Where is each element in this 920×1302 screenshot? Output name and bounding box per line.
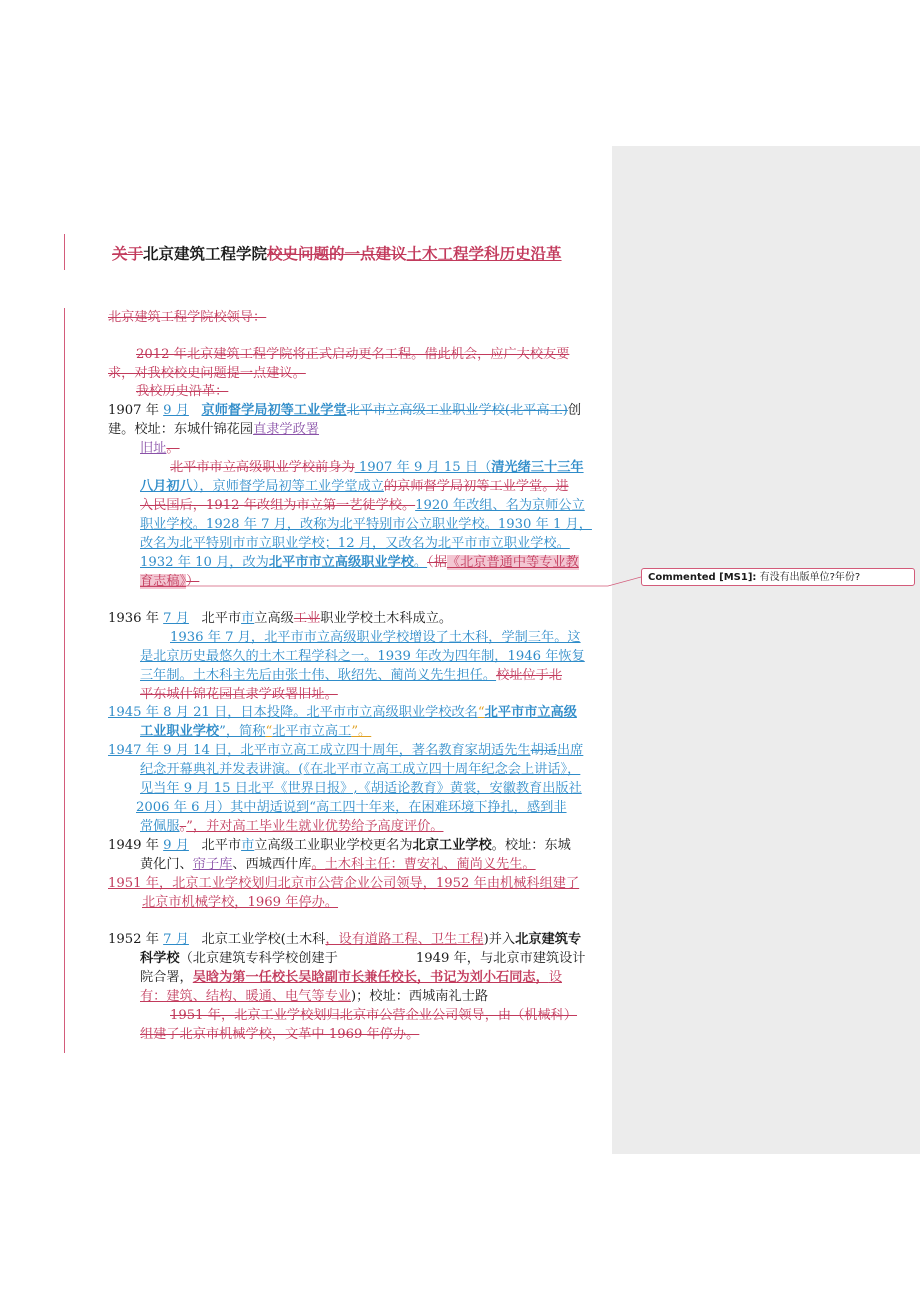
text-run: 北平市 [201,611,242,626]
inserted-text: 帘子库 [192,857,233,872]
inserted-text: 。 [413,555,428,570]
inserted-school-name: 京师督学局初等工业学堂 [201,403,347,418]
deleted-text: （据 [427,555,447,570]
block-line [140,554,579,573]
inserted-text: 设 [548,970,562,985]
text-run: 职业学校土木科成立。 [320,611,453,626]
inserted-text: 1907 年 9 月 15 日（ [354,460,492,475]
text-run: （北京建筑专科学校创建于 [179,951,338,966]
block-line: 1936 年 7 月，北平市市立高级职业学校增设了土木科，学制三年。这 [170,630,581,645]
entry-1952-line [140,950,585,969]
deleted-text: 工业 [293,611,321,626]
inserted-text: 北平市立高工 [272,724,352,739]
title-deleted-mid: 校史问题的一点建议 [267,245,407,263]
inserted-text: ”，并对高工毕业生就业优势给予高度评价。 [186,819,444,834]
inserted-text: 1932 年 10 月，改为 [140,555,269,570]
inserted-month: 9 月 [163,403,189,418]
title-kept: 北京建筑工程学院 [143,245,268,263]
school-name: 科学校 [140,951,180,966]
entry-1907-line [108,421,319,440]
inserted-month: 7 月 [163,932,189,947]
text-run: 、西城西什库 [232,857,312,872]
inserted-bold-text: 工业职业学校 [140,724,220,739]
year-label: 1949 年 [108,838,159,853]
year-label: 1952 年 [108,932,159,947]
inserted-bold-text: 北平市市立高级 [484,705,577,720]
deleted-text: 北平市市立高级职业学校前身为 [170,460,355,475]
text-run: 黄化门、 [140,857,193,872]
entry-1952-line [108,931,581,950]
comment-balloon[interactable] [641,568,915,586]
entry-1952-line [140,988,488,1007]
block-line [140,667,562,686]
intro-line: 2012 年北京建筑工程学院将正式启动更名工程。借此机会，应广大校友要 [136,347,570,362]
text-run: 1949 年，与北京市建筑设计 [415,951,586,966]
text-run: 北平市 [201,838,242,853]
commented-text[interactable]: 育志稿》 [140,574,187,589]
inserted-text: ，设有道路工程、卫生工程 [325,932,484,947]
deleted-text: 。 [179,819,187,834]
inserted-month: 9 月 [163,838,189,853]
entry-1947-line [108,742,583,761]
block-line [170,459,584,478]
deleted-text: 。 [166,441,180,456]
inserted-bold-text: 清光绪三十三年 [491,460,584,475]
inserted-bold-text: 吴晗为第一任校长吴晗副市长兼任校长，书记为刘小石同志， [192,970,549,985]
block-line [140,573,199,592]
entry-1949-line [108,837,571,856]
inserted-bold-text: 八月初八 [140,479,193,494]
entry-1907-line [140,440,180,459]
entry-1936-line [108,610,452,629]
change-bar [64,308,65,1053]
inserted-text: 1920 年改组、名为京师公立 [415,498,585,513]
inserted-bold-text: 北平市市立高级职业学校 [268,555,414,570]
entry-1947-line: 纪念开幕典礼并发表讲演。(《在北平市立高工成立四十周年纪念会上讲话》， [140,762,581,777]
deleted-text: 入民国后，1912 年改组为市立第一艺徒学校。 [140,498,416,513]
deleted-paragraph: 组建了北京市机械学校，文革中 1969 年停办。 [140,1027,420,1042]
entry-1947-line: 见当年 9 月 15 日北平《世界日报》,《胡适论教育》黄裳，安徽教育出版社 [140,781,582,796]
inserted-text: ”。 [351,724,372,739]
text-run: 建。校址：东城什锦花园 [108,422,254,437]
inserted-text: ），京师督学局初等工业学堂成立 [192,479,384,494]
inserted-text: 三年制。土木科主先后由张士伟、耿绍先、蔺尚义先生担任。 [140,668,497,683]
entry-1947-line: 2006 年 6 月）其中胡适说到“高工四十年来，在困难环境下挣扎，感到非 [136,800,567,815]
commented-text[interactable]: 《北京普通中等专业教 [446,555,579,570]
year-label: 1936 年 [108,611,159,626]
block-line: 平东城什锦花园直隶学政署旧址。 [140,687,338,702]
school-name: 北京工业学校 [412,838,492,853]
entry-1952-line [140,969,562,988]
school-name: 北京建筑专 [515,932,582,947]
block-line: 是北京历史最悠久的土木工程学科之一。1939 年改为四年制，1946 年恢复 [140,649,585,664]
block-line: 职业学校。1928 年 7 月，改称为北平特别市公立职业学校。1930 年 1 月， [140,517,592,532]
block-line [140,497,585,516]
title-inserted-suffix: 土木工程学科历史沿革 [406,245,562,263]
inserted-text: 直隶学政署 [253,422,319,437]
block-line: 改名为北平特别市市立职业学校；12 月，又改名为北平市市立职业学校。 [140,536,570,551]
comment-text: 有没有出版单位?年份? [759,572,861,583]
inserted-text: “ [477,705,485,720]
inserted-text: 。土木科主任：曹安礼、蔺尚义先生。 [311,857,536,872]
document-title [112,242,562,264]
inserted-text: 常佩服 [140,819,180,834]
inserted-text: 市 [241,838,255,853]
deleted-school-name: 北平市立高级工业职业学校(北平高工) [346,403,568,418]
deleted-text: 胡适 [530,743,557,758]
inserted-text: 有：建筑、结构、暖通、电气等专业 [140,989,351,1004]
inserted-text: “ [265,724,273,739]
inserted-month: 7 月 [163,611,189,626]
entry-1949-line [140,856,536,875]
entry-1945-line [140,723,371,742]
deleted-text: 的京师督学局初等工业学堂。进 [383,479,569,494]
deleted-text: 校址位于北 [496,668,562,683]
text-run: 院合署， [140,970,193,985]
text-run: 。校址：东城 [491,838,571,853]
block-line [140,478,569,497]
inserted-text: 出席 [556,743,584,758]
comment-pane [612,146,920,1154]
salutation: 北京建筑工程学院校领导： [108,310,267,325]
entry-1951-line: 北京市机械学校，1969 年停办。 [142,895,339,910]
entry-1907-line [108,402,581,421]
year-label: 1907 年 [108,403,159,418]
title-deleted-prefix: 关于 [112,245,144,263]
inserted-text: 旧址 [140,441,167,456]
text-run: 北京工业学校(土木科 [201,932,326,947]
inserted-text: 1947 年 9 月 14 日，北平市立高工成立四十周年，著名教育家胡适先生 [108,743,531,758]
deleted-text: ） [186,574,200,589]
history-heading: 我校历史沿革： [136,384,229,399]
text-run: 立高级工业职业学校更名为 [254,838,413,853]
entry-1947-line [140,818,443,837]
text-run: )；校址：西城南礼士路 [351,989,489,1004]
deleted-paragraph: 1951 年，北京工业学校划归北京市公营企业公司领导，由（机械科） [170,1008,578,1023]
change-bar [64,234,65,270]
intro-line: 求，对我校校史问题提一点建议。 [108,366,306,381]
comment-author: Commented [MS1]: [648,572,757,583]
entry-1945-line [108,704,577,723]
text-run: 创 [567,403,582,418]
inserted-text: ”，简称 [219,724,266,739]
entry-1951-line: 1951 年，北京工业学校划归北京市公营企业公司领导，1952 年由机械科组建了 [108,876,580,891]
text-run: 立高级 [254,611,294,626]
inserted-text: 1945 年 8 月 21 日，日本投降。北平市市立高级职业学校改名 [108,705,478,720]
inserted-text: 市 [241,611,255,626]
text-run: )并入 [483,932,516,947]
